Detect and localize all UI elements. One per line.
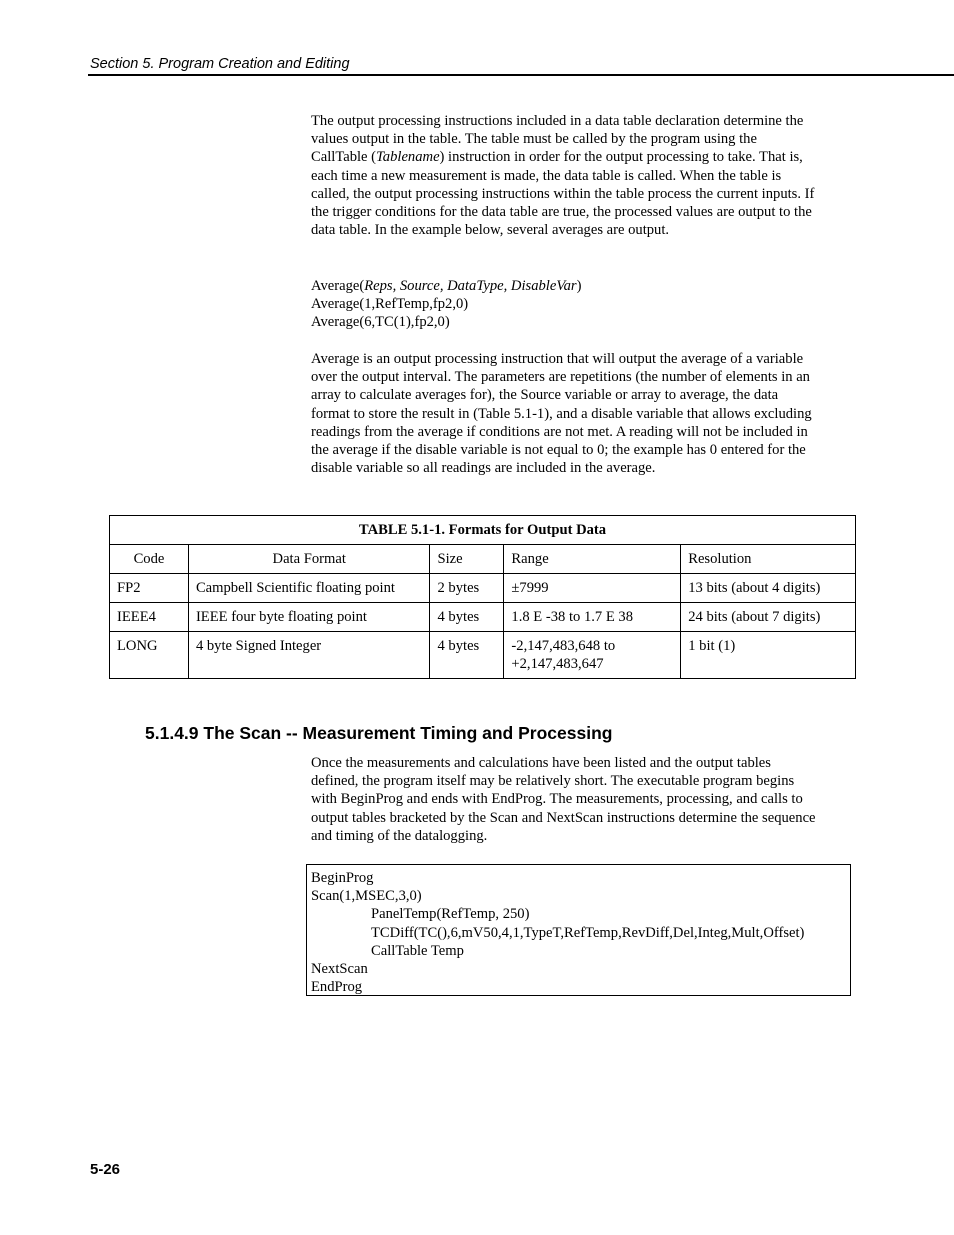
table-header-row — [110, 545, 856, 574]
average-paragraph-text: Average is an output processing instruction that will output the average of a variable over the output interval. The parameters are repetitions (the number of elements in an array to calculate averages for), the Source variable or array to average, the data format to store the result in (Table 5.1-1), and a disable variable that allows excluding readings from the average if conditions are not met. A reading will not be included in the average if the disable variable is not equal to 0; the example has 0 entered for the disable variable so all readings are included in the average. — [311, 351, 812, 477]
column-header-code: Code — [110, 545, 189, 574]
code-line: PanelTemp(RefTemp, 250) — [371, 906, 530, 923]
program-listing — [306, 864, 851, 996]
intro-text-part2: ) instruction in order for the output processing to take. That is, each time a new measurement is made, the data table is called. When the table is called, the output processing instructions within the table process the current inputs. If the trigger conditions for the data table are true, the processed values are output to the data table. In the example below, several averages are output. — [311, 149, 815, 239]
cell-range-line: -2,147,483,648 to — [511, 638, 616, 654]
average-example-1: Average(1,RefTemp,fp2,0) — [311, 296, 469, 313]
tablename-term: Tablename — [376, 149, 440, 166]
cell-format: 4 byte Signed Integer — [188, 632, 430, 679]
cell-resolution: 24 bits (about 7 digits) — [681, 603, 856, 632]
table-caption-row — [110, 516, 856, 545]
code-line: EndProg — [311, 979, 363, 996]
cell-code: LONG — [110, 632, 189, 679]
cell-range-line: +2,147,483,647 — [511, 656, 604, 672]
code-line: CallTable Temp — [371, 942, 464, 959]
cell-range — [504, 603, 681, 632]
cell-code: IEEE4 — [110, 603, 189, 632]
code-line: BeginProg — [311, 870, 374, 886]
cell-size: 4 bytes — [430, 603, 504, 632]
cell-code: FP2 — [110, 574, 189, 603]
page-number: 5-26 — [90, 1161, 121, 1178]
intro-text-part1: The output processing instructions included in a data table declaration determine the values output in the table. The table must be called by the program using the CallTable ( — [311, 113, 804, 166]
scan-paragraph-text: Once the measurements and calculations have been listed and the output tables defined, the program itself may be relatively short. The executable program begins with BeginProg and ends with EndProg. The measurements, processing, and calls to output tables bracketed by the Scan and NextScan instructions determine the sequence and timing of the datalogging. — [311, 755, 816, 844]
table-row — [110, 603, 856, 632]
section-heading: 5.1.4.9 The Scan -- Measurement Timing and Processing — [145, 723, 613, 743]
average-paragraph — [311, 350, 816, 477]
cell-range-line: ±7999 — [511, 580, 549, 596]
cell-format: IEEE four byte floating point — [188, 603, 430, 632]
column-header-data-format: Data Format — [188, 545, 430, 574]
cell-size: 4 bytes — [430, 632, 504, 679]
cell-resolution: 13 bits (about 4 digits) — [681, 574, 856, 603]
code-line: Scan(1,MSEC,3,0) — [311, 888, 422, 905]
average-syntax-line — [311, 277, 816, 295]
table-caption: TABLE 5.1-1. Formats for Output Data — [110, 516, 856, 545]
formats-table — [109, 515, 856, 679]
average-example-2: Average(6,TC(1),fp2,0) — [311, 314, 450, 331]
code-line: TCDiff(TC(),6,mV50,4,1,TypeT,RefTemp,RevDiff,Del,Integ,Mult,Offset) — [371, 924, 805, 941]
header-rule — [88, 74, 954, 76]
average-params: Reps, Source, DataType, DisableVar — [364, 278, 577, 294]
average-close: ) — [576, 278, 582, 294]
table-row — [110, 632, 856, 679]
table-row — [110, 574, 856, 603]
cell-range — [504, 632, 681, 679]
average-syntax-block — [311, 277, 816, 332]
scan-paragraph — [311, 754, 816, 845]
cell-resolution: 1 bit (1) — [681, 632, 856, 679]
running-header: Section 5. Program Creation and Editing — [90, 56, 350, 72]
cell-range-line: 1.8 E -38 to 1.7 E 38 — [511, 609, 634, 625]
column-header-resolution: Resolution — [681, 545, 856, 574]
column-header-size: Size — [430, 545, 504, 574]
intro-paragraph — [311, 112, 816, 239]
cell-format: Campbell Scientific floating point — [188, 574, 430, 603]
average-name: Average( — [311, 278, 365, 294]
cell-range — [504, 574, 681, 603]
cell-size: 2 bytes — [430, 574, 504, 603]
code-line: NextScan — [311, 961, 368, 978]
column-header-range: Range — [504, 545, 681, 574]
